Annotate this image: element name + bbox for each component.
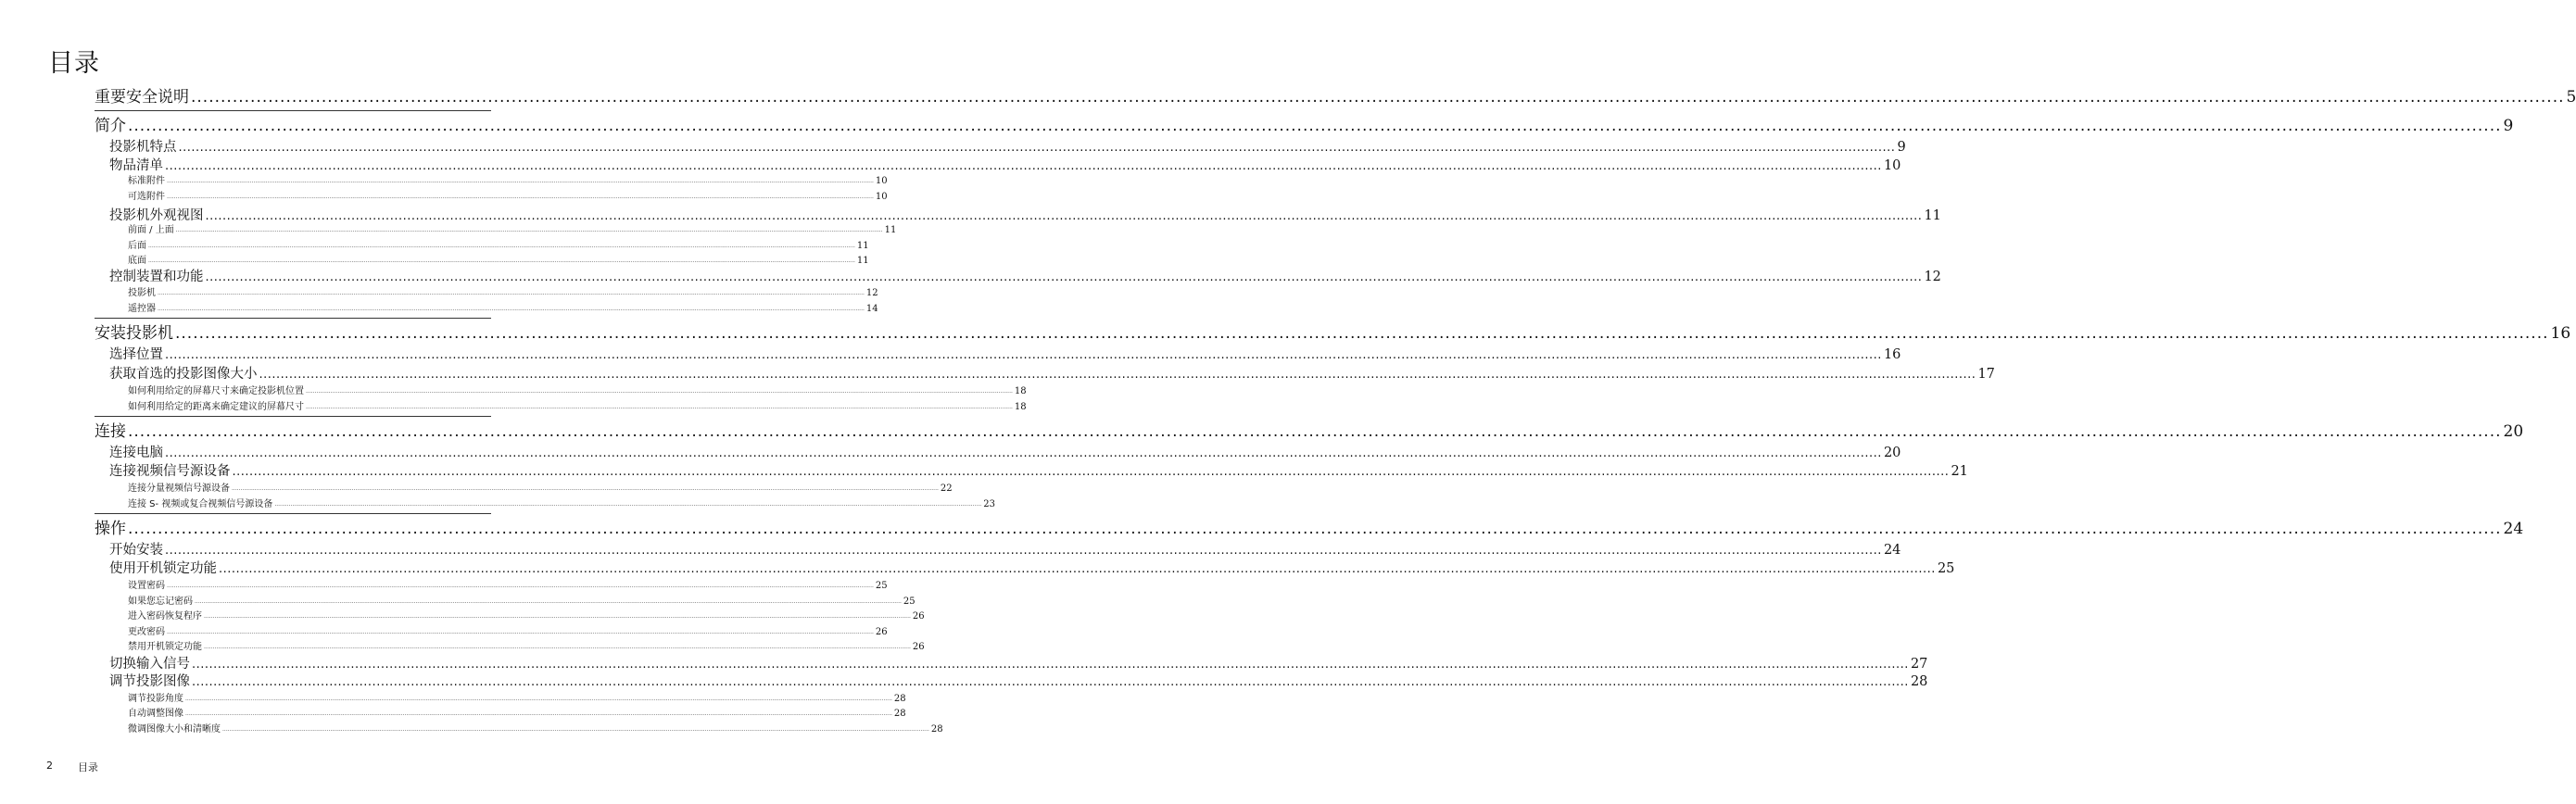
toc-entry-label: 调节投影角度 xyxy=(128,694,183,704)
toc-entry-page: 28 xyxy=(1910,674,1928,689)
toc-leader-dots: ................................................................................................................................................................................................................................................................................................................................................................................................................ xyxy=(178,141,1896,155)
toc-entry-label: 自动调整图像 xyxy=(128,709,183,719)
toc-entry-page: 10 xyxy=(875,176,888,186)
toc-leader-dots: ................................................................................................................................................................................................................................................................................................................................................................................................................ xyxy=(165,159,1882,173)
toc-entry-page: 11 xyxy=(856,256,869,266)
toc-entry-label: 简介 xyxy=(95,117,126,135)
page-title: 目录 xyxy=(48,49,100,78)
toc-entry-page: 17 xyxy=(1977,367,1995,382)
footer-section: 目录 xyxy=(78,761,98,773)
toc-entry[interactable] xyxy=(109,269,1941,286)
toc-entry-label: 控制装置和功能 xyxy=(109,270,204,284)
toc-leader-dots: ................................................................................................................................................................................................................................................................................................................................................................................................................ xyxy=(167,178,874,184)
toc-entry[interactable] xyxy=(109,463,1968,481)
toc-entry[interactable] xyxy=(128,580,888,593)
toc-entry[interactable] xyxy=(128,641,925,654)
toc-entry-page: 22 xyxy=(940,484,953,494)
toc-leader-dots: ................................................................................................................................................................................................................................................................................................................................................................................................................ xyxy=(274,501,982,508)
toc-entry-label: 连接电脑 xyxy=(109,446,163,460)
toc-entry-label: 如果您忘记密码 xyxy=(128,597,193,607)
toc-entry[interactable] xyxy=(95,116,2514,136)
toc-leader-dots: ................................................................................................................................................................................................................................................................................................................................................................................................................ xyxy=(192,675,1909,689)
toc-entry[interactable] xyxy=(128,255,869,268)
toc-entry[interactable] xyxy=(109,445,1901,462)
toc-leader-dots: ................................................................................................................................................................................................................................................................................................................................................................................................................ xyxy=(191,88,2565,107)
toc-entry-label: 连接 S- 视频或复合视频信号源设备 xyxy=(128,499,273,509)
toc-leader-dots: ................................................................................................................................................................................................................................................................................................................................................................................................................ xyxy=(306,388,1013,395)
toc-entry[interactable] xyxy=(128,483,953,496)
footer-page-number: 2 xyxy=(46,760,53,772)
toc-entry-page: 28 xyxy=(893,709,906,719)
toc-entry-page: 27 xyxy=(1910,657,1928,672)
toc-entry-page: 25 xyxy=(875,581,888,591)
toc-leader-dots: ................................................................................................................................................................................................................................................................................................................................................................................................................ xyxy=(167,583,874,589)
toc-leader-dots: ................................................................................................................................................................................................................................................................................................................................................................................................................ xyxy=(128,117,2502,135)
toc-leader-dots: ................................................................................................................................................................................................................................................................................................................................................................................................................ xyxy=(205,270,1923,284)
toc-entry-page: 20 xyxy=(2503,422,2524,441)
toc-entry-label: 重要安全说明 xyxy=(95,88,189,107)
toc-leader-dots: ................................................................................................................................................................................................................................................................................................................................................................................................................ xyxy=(192,658,1909,672)
toc-entry-page: 26 xyxy=(912,611,925,622)
toc-entry-label: 切换输入信号 xyxy=(109,657,190,672)
toc-entry[interactable] xyxy=(95,519,2524,539)
toc-entry[interactable] xyxy=(109,673,1928,691)
toc-entry-page: 20 xyxy=(1883,446,1901,460)
toc-entry-label: 投影机 xyxy=(128,288,156,298)
toc-entry[interactable] xyxy=(109,346,1901,364)
toc-entry-label: 连接视频信号源设备 xyxy=(109,464,231,479)
section-divider xyxy=(95,513,491,514)
toc-entry[interactable] xyxy=(95,87,2576,107)
toc-entry-page: 26 xyxy=(912,642,925,652)
toc-entry-page: 28 xyxy=(930,724,943,735)
toc-entry-label: 如何利用给定的屏幕尺寸来确定投影机位置 xyxy=(128,386,304,396)
toc-leader-dots: ................................................................................................................................................................................................................................................................................................................................................................................................................ xyxy=(185,710,892,717)
toc-entry-label: 更改密码 xyxy=(128,627,165,637)
toc-entry[interactable] xyxy=(128,287,878,300)
toc-leader-dots: ................................................................................................................................................................................................................................................................................................................................................................................................................ xyxy=(148,258,855,264)
toc-entry-page: 24 xyxy=(2503,520,2524,538)
toc-leader-dots: ................................................................................................................................................................................................................................................................................................................................................................................................................ xyxy=(204,613,911,620)
toc-leader-dots: ................................................................................................................................................................................................................................................................................................................................................................................................................ xyxy=(219,562,1936,576)
toc-leader-dots: ................................................................................................................................................................................................................................................................................................................................................................................................................ xyxy=(128,422,2502,441)
toc-entry[interactable] xyxy=(109,139,1906,157)
toc-entry[interactable] xyxy=(128,626,888,639)
toc-entry-label: 后面 xyxy=(128,241,146,251)
section-divider xyxy=(95,318,491,319)
toc-entry-page: 12 xyxy=(865,288,878,298)
toc-leader-dots: ................................................................................................................................................................................................................................................................................................................................................................................................................ xyxy=(222,726,929,733)
toc-entry-label: 物品清单 xyxy=(109,158,163,173)
toc-entry-page: 24 xyxy=(1883,543,1901,558)
toc-entry-page: 23 xyxy=(983,499,995,509)
toc-leader-dots: ................................................................................................................................................................................................................................................................................................................................................................................................................ xyxy=(158,290,865,296)
toc-leader-dots: ................................................................................................................................................................................................................................................................................................................................................................................................................ xyxy=(167,629,874,635)
toc-entry[interactable] xyxy=(95,323,2571,344)
toc-entry-page: 18 xyxy=(1014,386,1027,396)
toc-entry-label: 选择位置 xyxy=(109,347,163,362)
toc-entry[interactable] xyxy=(128,240,869,253)
toc-entry-page: 11 xyxy=(1924,208,1941,223)
toc-entry-label: 操作 xyxy=(95,520,126,538)
toc-entry-label: 连接分量视频信号源设备 xyxy=(128,484,230,494)
toc-entry-page: 28 xyxy=(893,694,906,704)
toc-entry-label: 连接 xyxy=(95,422,126,441)
section-divider xyxy=(95,416,491,417)
toc-entry-page: 25 xyxy=(903,597,915,607)
toc-entry-label: 调节投影图像 xyxy=(109,674,190,689)
toc-entry-page: 12 xyxy=(1924,270,1941,284)
toc-leader-dots: ................................................................................................................................................................................................................................................................................................................................................................................................................ xyxy=(306,404,1013,410)
toc-entry[interactable] xyxy=(128,708,906,721)
toc-entry-label: 进入密码恢复程序 xyxy=(128,611,202,622)
toc-entry[interactable] xyxy=(128,693,906,706)
toc-entry-label: 设置密码 xyxy=(128,581,165,591)
toc-leader-dots: ................................................................................................................................................................................................................................................................................................................................................................................................................ xyxy=(165,446,1882,460)
toc-leader-dots: ................................................................................................................................................................................................................................................................................................................................................................................................................ xyxy=(128,520,2502,538)
toc-leader-dots: ................................................................................................................................................................................................................................................................................................................................................................................................................ xyxy=(232,485,939,492)
toc-entry-page: 21 xyxy=(1951,464,1968,479)
toc-entry-label: 安装投影机 xyxy=(95,324,173,343)
toc-entry-page: 18 xyxy=(1014,402,1027,412)
toc-entry-page: 11 xyxy=(884,225,897,235)
toc-entry-label: 禁用开机锁定功能 xyxy=(128,642,202,652)
toc-entry[interactable] xyxy=(128,191,888,204)
toc-entry[interactable] xyxy=(128,610,925,623)
toc-entry-page: 16 xyxy=(1883,347,1901,362)
toc-entry[interactable] xyxy=(109,542,1901,559)
toc-entry[interactable] xyxy=(128,596,915,609)
toc-entry-page: 25 xyxy=(1937,561,1955,576)
toc-entry-label: 使用开机锁定功能 xyxy=(109,561,217,576)
toc-entry[interactable] xyxy=(128,498,995,511)
toc-leader-dots: ................................................................................................................................................................................................................................................................................................................................................................................................................ xyxy=(175,227,883,233)
toc-entry[interactable] xyxy=(128,401,1027,414)
toc-entry[interactable] xyxy=(109,366,1995,383)
toc-leader-dots: ................................................................................................................................................................................................................................................................................................................................................................................................................ xyxy=(205,209,1923,223)
toc-leader-dots: ................................................................................................................................................................................................................................................................................................................................................................................................................ xyxy=(195,598,902,605)
toc-entry-label: 如何利用给定的距离来确定建议的屏幕尺寸 xyxy=(128,402,304,412)
toc-entry-page: 5 xyxy=(2566,88,2576,107)
toc-entry-label: 开始安装 xyxy=(109,543,163,558)
toc-entry-page: 16 xyxy=(2550,324,2571,343)
toc-entry[interactable] xyxy=(109,207,1941,225)
toc-entry-page: 9 xyxy=(1897,140,1906,155)
toc-entry[interactable] xyxy=(95,421,2524,442)
toc-leader-dots: ................................................................................................................................................................................................................................................................................................................................................................................................................ xyxy=(204,644,911,650)
toc-entry-label: 标准附件 xyxy=(128,176,165,186)
toc-entry[interactable] xyxy=(128,224,897,237)
toc-leader-dots: ................................................................................................................................................................................................................................................................................................................................................................................................................ xyxy=(232,465,1950,479)
toc-entry-label: 底面 xyxy=(128,256,146,266)
toc-entry[interactable] xyxy=(109,560,1955,578)
toc-entry-label: 可选附件 xyxy=(128,192,165,202)
toc-leader-dots: ................................................................................................................................................................................................................................................................................................................................................................................................................ xyxy=(185,696,892,702)
toc-leader-dots: ................................................................................................................................................................................................................................................................................................................................................................................................................ xyxy=(158,306,865,312)
toc-entry[interactable] xyxy=(109,656,1928,673)
toc-entry-page: 9 xyxy=(2503,117,2514,135)
toc-entry[interactable] xyxy=(128,385,1027,398)
toc-entry[interactable] xyxy=(109,157,1901,175)
toc-leader-dots: ................................................................................................................................................................................................................................................................................................................................................................................................................ xyxy=(165,544,1882,558)
toc-entry-label: 前面 / 上面 xyxy=(128,225,174,235)
toc-entry-label: 遥控器 xyxy=(128,304,156,314)
toc-entry-label: 投影机特点 xyxy=(109,140,177,155)
toc-entry[interactable] xyxy=(128,303,878,316)
toc-entry-page: 14 xyxy=(865,304,878,314)
toc-leader-dots: ................................................................................................................................................................................................................................................................................................................................................................................................................ xyxy=(148,243,855,249)
toc-leader-dots: ................................................................................................................................................................................................................................................................................................................................................................................................................ xyxy=(167,194,874,200)
toc-entry-page: 10 xyxy=(875,192,888,202)
toc-entry[interactable] xyxy=(128,723,943,736)
toc-entry-page: 11 xyxy=(856,241,869,251)
toc-leader-dots: ................................................................................................................................................................................................................................................................................................................................................................................................................ xyxy=(175,324,2549,343)
toc-leader-dots: ................................................................................................................................................................................................................................................................................................................................................................................................................ xyxy=(259,368,1976,382)
toc-entry[interactable] xyxy=(128,175,888,188)
toc-entry-page: 26 xyxy=(875,627,888,637)
toc-entry-label: 投影机外观视图 xyxy=(109,208,204,223)
toc-leader-dots: ................................................................................................................................................................................................................................................................................................................................................................................................................ xyxy=(165,348,1882,362)
toc-entry-label: 微调图像大小和清晰度 xyxy=(128,724,221,735)
section-divider xyxy=(95,110,491,111)
toc-entry-page: 10 xyxy=(1883,158,1901,173)
toc-entry-label: 获取首选的投影图像大小 xyxy=(109,367,258,382)
